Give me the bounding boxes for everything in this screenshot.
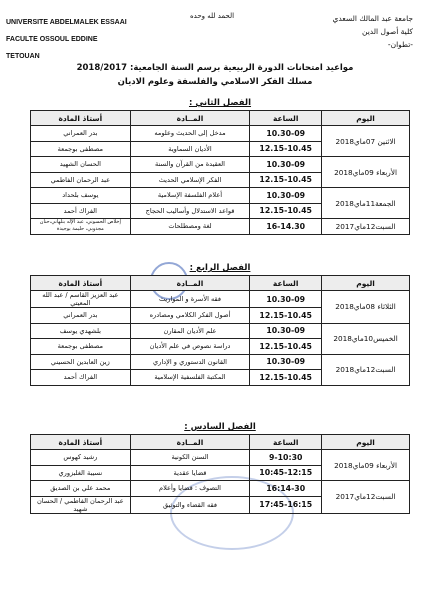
exam-time: 10.30-09	[250, 188, 322, 204]
exam-teacher: الفراك أحمد	[31, 370, 131, 386]
column-header: اليوم	[322, 435, 410, 450]
exam-teacher: الحسان الشهيد	[31, 157, 131, 173]
column-header: أستاذ المادة	[31, 276, 131, 291]
column-header: الساعة	[250, 111, 322, 126]
exam-teacher: مصطفى بوجمعة	[31, 141, 131, 157]
exam-day: الأربعاء 09ماي2018	[322, 450, 410, 481]
schedule-table	[30, 434, 410, 514]
exam-subject: أصول الفكر الكلامي ومصادره	[130, 308, 250, 324]
exam-time: 10.30-09	[250, 354, 322, 370]
semester-label: الفصل الرابع :	[189, 263, 251, 273]
column-header: الساعة	[250, 276, 322, 291]
exam-time: 10.30-09	[250, 157, 322, 173]
exam-subject: دراسة نصوص في علم الأديان	[130, 339, 250, 355]
exam-subject: الأديان السماوية	[130, 141, 250, 157]
table-row	[31, 291, 410, 308]
schedule-table	[30, 110, 410, 235]
column-header: الساعة	[250, 435, 322, 450]
exam-teacher: إخلاص الحسوني، عبد الإله بنلهاني،حنان مجدوبي، حليمة بوجيدة	[31, 219, 131, 235]
header-left-line: FACULTE OSSOUL EDDINE	[6, 36, 98, 43]
exam-subject: قواعد الاستدلال وأساليب الحجاج	[130, 203, 250, 219]
exam-time: 12.15-10.45	[250, 141, 322, 157]
university-header-arabic	[333, 12, 414, 51]
exam-subject: القانون الدستوري و الإداري	[130, 354, 250, 370]
exam-time: 16-14.30	[250, 219, 322, 235]
exam-day: الثلاثاء 08ماي2018	[322, 291, 410, 324]
exam-day: السبت12ماي2017	[322, 481, 410, 514]
exam-teacher: رشيد كهوس	[31, 450, 131, 466]
semester-label: الفصل السادس :	[184, 422, 256, 432]
exam-time: 9-10:30	[250, 450, 322, 466]
exam-teacher: زين العابدين الحسيني	[31, 354, 131, 370]
schedule-table	[30, 275, 410, 386]
column-header: المــادة	[130, 111, 250, 126]
exam-teacher: عبد الرحمان الفاطمي / الحسان شهيد	[31, 496, 131, 513]
table-row	[31, 481, 410, 497]
exam-time: 10.30-09	[250, 126, 322, 142]
exam-time: 16:14-30	[250, 481, 322, 497]
column-header: اليوم	[322, 276, 410, 291]
header-left-line: UNIVERSITE ABDELMALEK ESSAAI	[6, 19, 127, 26]
table-row	[31, 450, 410, 466]
exam-subject: الفكر الإسلامي الحديث	[130, 172, 250, 188]
exam-teacher: الفراك أحمد	[31, 203, 131, 219]
exam-teacher: نسيبة الغلبزوري	[31, 465, 131, 481]
exam-day: الجمعة11ماي2018	[322, 188, 410, 219]
exam-time: 10.30-09	[250, 291, 322, 308]
exam-day: السبت12ماي2018	[322, 354, 410, 385]
table-row	[31, 188, 410, 204]
header-right-line: كلية أصول الدين	[362, 27, 413, 36]
exam-subject: مدخل إلى الحديث وعلومه	[130, 126, 250, 142]
table-row	[31, 354, 410, 370]
column-header: اليوم	[322, 111, 410, 126]
exam-teacher: عبد الرحمان الفاطمي	[31, 172, 131, 188]
exam-teacher: يوسف بلحداد	[31, 188, 131, 204]
exam-subject: المكتبة الفلسفية الإسلامية	[130, 370, 250, 386]
exam-subject: لغة ومصطلحات	[130, 219, 250, 235]
exam-teacher: بدر العمراني	[31, 308, 131, 324]
table-row	[31, 157, 410, 173]
exam-subject: العقيدة من القرآن والسنة	[130, 157, 250, 173]
header-left-line: TETOUAN	[6, 53, 40, 60]
header-right-line: جامعة عبد المالك السعدي	[332, 14, 413, 23]
university-header-latin	[6, 14, 127, 65]
exam-time: 12.15-10.45	[250, 339, 322, 355]
page-title: مواعيد امتحانات الدورة الربيعية برسم السنة الجامعية: 2018/2017	[76, 63, 354, 73]
exam-subject: قضايا عقدية	[130, 465, 250, 481]
exam-subject: أعلام الفلسفة الإسلامية	[130, 188, 250, 204]
exam-time: 12.15-10.45	[250, 370, 322, 386]
column-header: المــادة	[130, 435, 250, 450]
exam-subject: فقه الأسرة و المواريث	[130, 291, 250, 308]
exam-teacher: بلشهدي يوسف	[31, 323, 131, 339]
exam-day: السبت12ماي2017	[322, 219, 410, 235]
exam-time: 10.30-09	[250, 323, 322, 339]
exam-subject: فقه القضاء والتوثيق	[130, 496, 250, 513]
exam-day: الأربعاء 09ماي2018	[322, 157, 410, 188]
column-header: أستاذ المادة	[31, 111, 131, 126]
exam-time: 12.15-10.45	[250, 172, 322, 188]
exam-teacher: عبد العزيز القاسم / عبد الله المعيتي	[31, 291, 131, 308]
table-row	[31, 219, 410, 235]
header-basmala: الحمد لله وحده	[190, 12, 235, 20]
exam-teacher: بدر العمراني	[31, 126, 131, 142]
table-row	[31, 126, 410, 142]
exam-subject: السنن الكونية	[130, 450, 250, 466]
exam-day: الخميس10ماي2018	[322, 323, 410, 354]
exam-time: 12.15-10.45	[250, 203, 322, 219]
column-header: أستاذ المادة	[31, 435, 131, 450]
exam-time: 17:45-16:15	[250, 496, 322, 513]
column-header: المــادة	[130, 276, 250, 291]
exam-time: 10:45-12:15	[250, 465, 322, 481]
page-subtitle: مسلك الفكر الاسلامي والفلسفة وعلوم الاديان	[117, 77, 313, 87]
exam-teacher: مصطفى بوجمعة	[31, 339, 131, 355]
semester-label: الفصل الثاني :	[188, 98, 252, 108]
header-right-line: -تطوان-	[387, 40, 413, 49]
exam-subject: علم الأديان المقارن	[130, 323, 250, 339]
exam-time: 12.15-10.45	[250, 308, 322, 324]
exam-subject: التصوف : قضايا وأعلام	[130, 481, 250, 497]
exam-teacher: محمد علي بن الصديق	[31, 481, 131, 497]
exam-day: الاثنين 07ماي2018	[322, 126, 410, 157]
table-row	[31, 323, 410, 339]
